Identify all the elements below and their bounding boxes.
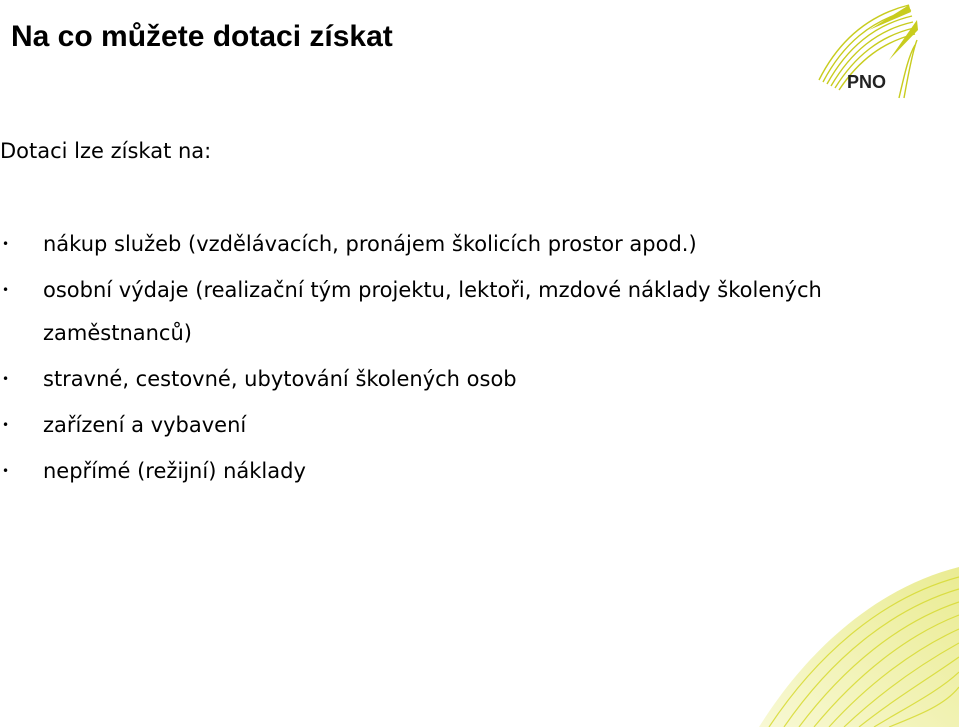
slide-title: Na co můžete dotaci získat [11, 20, 393, 53]
bullet-text: nákup služeb (vzdělávacích, pronájem školicích prostor apod.) [43, 232, 697, 256]
bullet-icon: • [2, 464, 10, 478]
bullet-icon: • [2, 237, 10, 251]
bullet-text: nepřímé (režijní) náklady [43, 459, 306, 483]
bullet-item [0, 404, 900, 447]
bullet-list [0, 223, 900, 496]
bullet-item [0, 269, 873, 355]
logo-text: PNO [847, 72, 887, 92]
bullet-item [0, 358, 900, 401]
bullet-text: osobní výdaje (realizační tým projektu, lektoři, mzdové náklady školených zaměstnanců) [43, 278, 822, 345]
intro-text: Dotaci lze získat na: [0, 139, 212, 163]
decorative-swoosh [699, 527, 959, 727]
bullet-icon: • [2, 283, 10, 297]
bullet-item [0, 450, 900, 493]
bullet-icon: • [2, 418, 10, 432]
bullet-item [0, 223, 900, 266]
bullet-text: zařízení a vybavení [43, 413, 247, 437]
bullet-icon: • [2, 372, 10, 386]
bullet-text: stravné, cestovné, ubytování školených osob [43, 367, 517, 391]
